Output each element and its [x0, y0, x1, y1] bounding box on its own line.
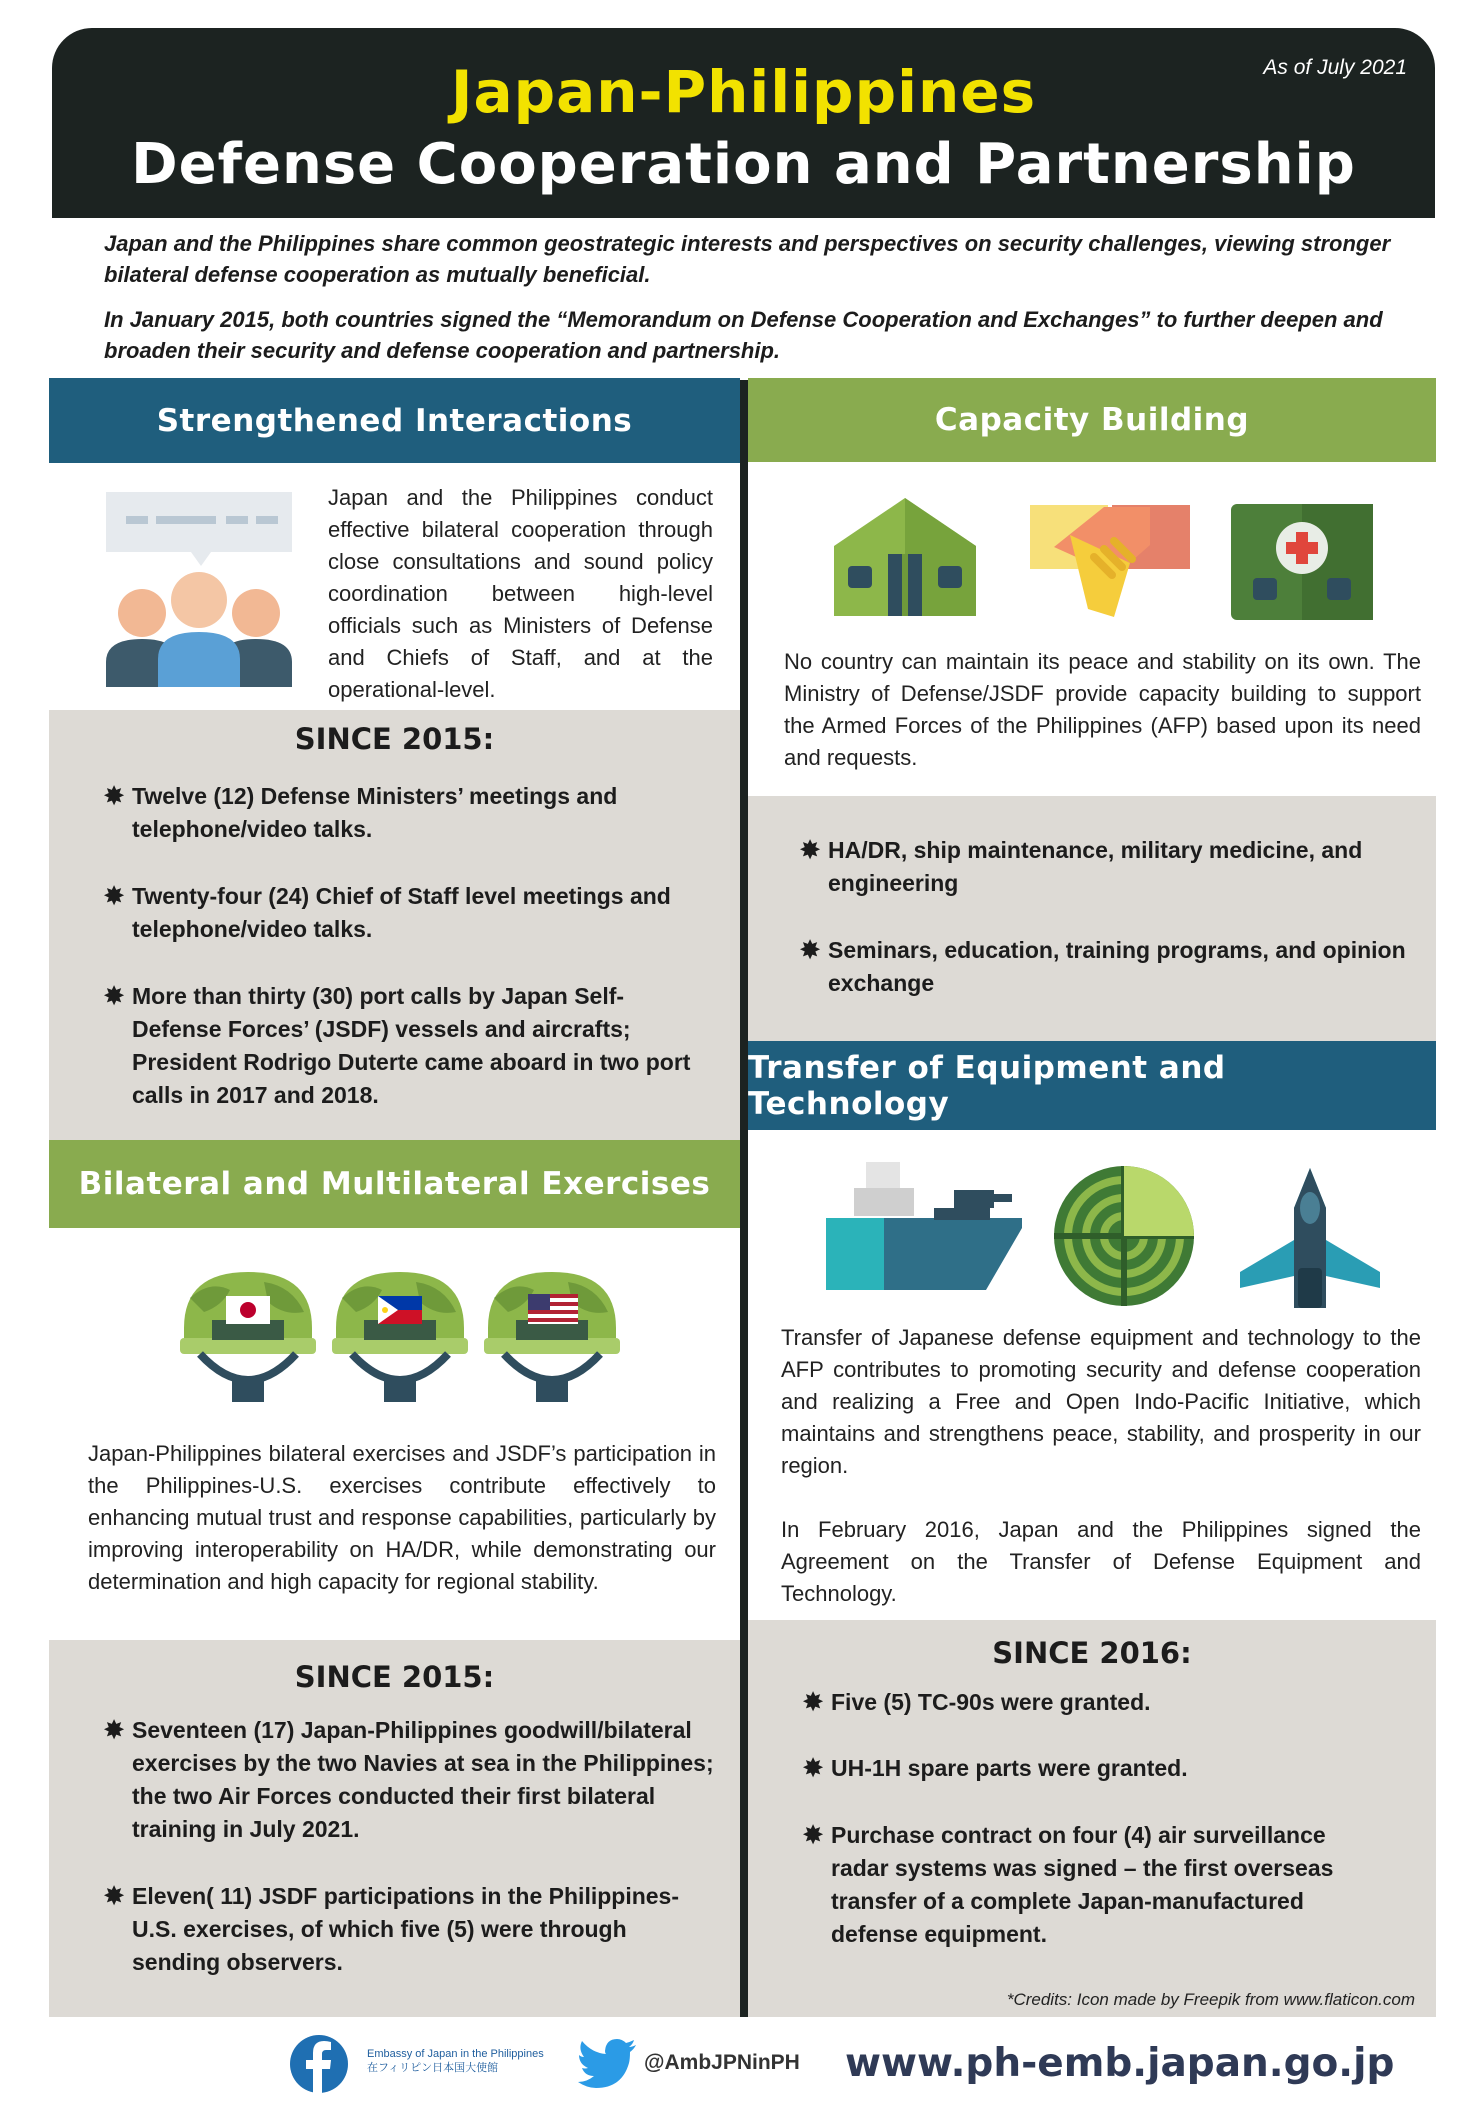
transfer-since-heading: SINCE 2016: [992, 1636, 1192, 1670]
capacity-bullet-2: ✸ Seminars, education, training programs, and opinion exchange [800, 934, 1420, 1000]
transfer-bullet-2: ✸ UH-1H spare parts were granted. [803, 1752, 1423, 1785]
capacity-text: No country can maintain its peace and stability on its own. The Ministry of Defense/JSDF provide capacity building to support the Armed Forces of the Philippines (AFP) based upon its need and requests. [784, 649, 1421, 770]
medical-kit-icon [1231, 504, 1373, 620]
header [52, 28, 1435, 218]
transfer-bullet-3: ✸ Purchase contract on four (4) air surveillance radar systems was signed – the first overseas transfer of a complete Japan-manufactured defense equipment. [803, 1819, 1363, 1951]
capacity-building-heading: Capacity Building [934, 402, 1250, 438]
transfer-bullet-1: ✸ Five (5) TC-90s were granted. [803, 1686, 1423, 1719]
us-helmet-icon [484, 1272, 620, 1402]
star-bullet-icon: ✸ [104, 883, 125, 910]
exercises-since-heading: SINCE 2015: [294, 1660, 495, 1694]
twitter-icon[interactable] [578, 2039, 636, 2089]
title-line-2: Defense Cooperation and Partnership [131, 132, 1356, 197]
capacity-bullet-1: ✸ HA/DR, ship maintenance, military medicine, and engineering [800, 834, 1420, 900]
facebook-icon[interactable] [290, 2035, 348, 2093]
transfer-text-2: In February 2016, Japan and the Philippines signed the Agreement on the Transfer of Defense Equipment and Technology. [781, 1517, 1421, 1606]
capacity-building-banner [748, 378, 1436, 462]
handshake-icon [1030, 505, 1190, 623]
strengthened-text: Japan and the Philippines conduct effective bilateral cooperation through close consultations and sound policy coordination between high-level officials such as Ministers of Defense and Chiefs of Staff, and at the operational-level. [328, 485, 713, 702]
star-bullet-icon: ✸ [800, 937, 821, 964]
intro-paragraph-2: In January 2015, both countries signed the “Memorandum on Defense Cooperation and Exchanges” to further deepen and broaden their security and defense cooperation and partnership. [104, 307, 1383, 363]
intro-paragraph-1: Japan and the Philippines share common geostrategic interests and perspectives on security challenges, viewing stronger bilateral defense cooperation as mutually beneficial. [104, 231, 1391, 287]
as-of-date: As of July 2021 [1263, 56, 1407, 79]
philippines-helmet-icon [332, 1272, 468, 1402]
exercises-banner [49, 1140, 740, 1228]
footer [0, 2025, 1483, 2105]
twitter-handle[interactable]: @AmbJPNinPH [644, 2051, 800, 2074]
star-bullet-icon: ✸ [803, 1755, 824, 1782]
facebook-page-name[interactable]: Embassy of Japan in the Philippines 在フィリピン日本国大使館 [367, 2048, 544, 2074]
column-divider [740, 380, 748, 2017]
strengthened-interactions-banner [49, 378, 740, 463]
exercises-text: Japan-Philippines bilateral exercises and JSDF’s participation in the Philippines-U.S. exercises contribute effectively to enhancing mutual trust and response capabilities, particularly by improving interoperability on HA/DR, while demonstrating our determination and high capacity for regional stability. [88, 1441, 716, 1594]
star-bullet-icon: ✸ [104, 1883, 125, 1910]
star-bullet-icon: ✸ [800, 837, 821, 864]
transfer-banner [748, 1041, 1436, 1130]
tent-icon [834, 498, 976, 616]
exercises-bullet-1: ✸ Seventeen (17) Japan-Philippines goodwill/bilateral exercises by the two Navies at sea in the Philippines; the two Air Forces conducted their first bilateral training in July 2021. [104, 1714, 734, 1846]
star-bullet-icon: ✸ [803, 1689, 824, 1716]
japan-helmet-icon [180, 1272, 316, 1402]
strengthened-bullet-3: ✸ More than thirty (30) port calls by Japan Self-Defense Forces’ (JSDF) vessels and aircrafts; President Rodrigo Duterte came aboard in two port calls in 2017 and 2018. [104, 980, 704, 1112]
title-line-1: Japan-Philippines [450, 58, 1037, 126]
star-bullet-icon: ✸ [104, 1717, 125, 1744]
star-bullet-icon: ✸ [104, 983, 125, 1010]
exercises-bullet-2: ✸ Eleven( 11) JSDF participations in the Philippines-U.S. exercises, of which five (5) were through sending observers. [104, 1880, 704, 1979]
embassy-website-link[interactable]: www.ph-emb.japan.go.jp [845, 2041, 1395, 2086]
transfer-heading: Transfer of Equipment and Technology [748, 1049, 1226, 1122]
star-bullet-icon: ✸ [104, 783, 125, 810]
star-bullet-icon: ✸ [803, 1822, 824, 1849]
strengthened-interactions-heading: Strengthened Interactions [156, 402, 633, 439]
helmets-row [180, 1268, 620, 1408]
exercises-heading: Bilateral and Multilateral Exercises [78, 1166, 711, 1202]
capacity-bullets-panel [748, 796, 1436, 1041]
icon-credits: *Credits: Icon made by Freepik from www.flaticon.com [1006, 1990, 1415, 2009]
transfer-text-1: Transfer of Japanese defense equipment and technology to the AFP contributes to promoting security and defense cooperation and realizing a Free and Open Indo-Pacific Initiative, which maintains and strengthens peace, stability, and prosperity in our region. [781, 1325, 1421, 1478]
radar-icon [1054, 1166, 1194, 1306]
strengthened-bullet-2: ✸ Twenty-four (24) Chief of Staff level meetings and telephone/video talks. [104, 880, 704, 946]
strengthened-bullet-1: ✸ Twelve (12) Defense Ministers’ meetings and telephone/video talks. [104, 780, 704, 846]
meeting-icon [106, 492, 292, 687]
ship-icon [826, 1162, 1026, 1290]
jet-icon [1240, 1168, 1380, 1308]
strengthened-since-heading: SINCE 2015: [294, 722, 495, 756]
